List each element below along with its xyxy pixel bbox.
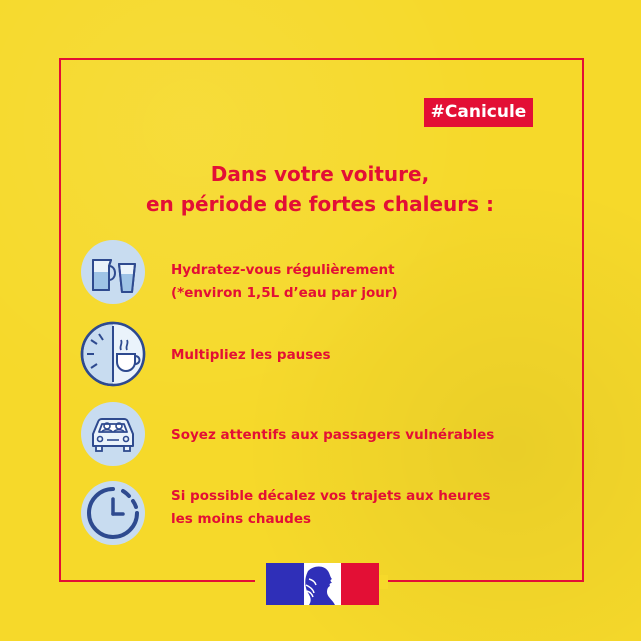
item-3-text [171,424,541,447]
item-1-text [171,259,541,305]
item-1-line-2: (*environ 1,5L d’eau par jour) [171,285,398,301]
item-4-line-2: les moins chaudes [171,511,312,527]
logo-white-band [304,563,341,605]
title-line-1: Dans votre voiture, [210,162,430,186]
item-2-text [171,344,541,367]
item-4-line-1: Si possible décalez vos trajets aux heures [171,488,491,504]
marianne-profile-icon [304,563,341,605]
clock-coffee-icon [79,320,147,388]
item-2-line-1: Multipliez les pauses [171,347,331,363]
item-4-text [171,485,541,531]
marianne-logo [266,563,379,605]
hashtag-badge: #Canicule [424,98,533,127]
title-line-2: en période de fortes chaleurs : [145,192,495,216]
logo-blue-band [266,563,304,605]
item-3-line-1: Soyez attentifs aux passagers vulnérables [171,427,495,443]
logo-red-band [341,563,379,605]
car-passengers-icon [79,400,147,468]
item-1-line-1: Hydratez-vous régulièrement [171,262,395,278]
water-jug-icon [79,238,147,306]
clock-time-icon [79,479,147,547]
